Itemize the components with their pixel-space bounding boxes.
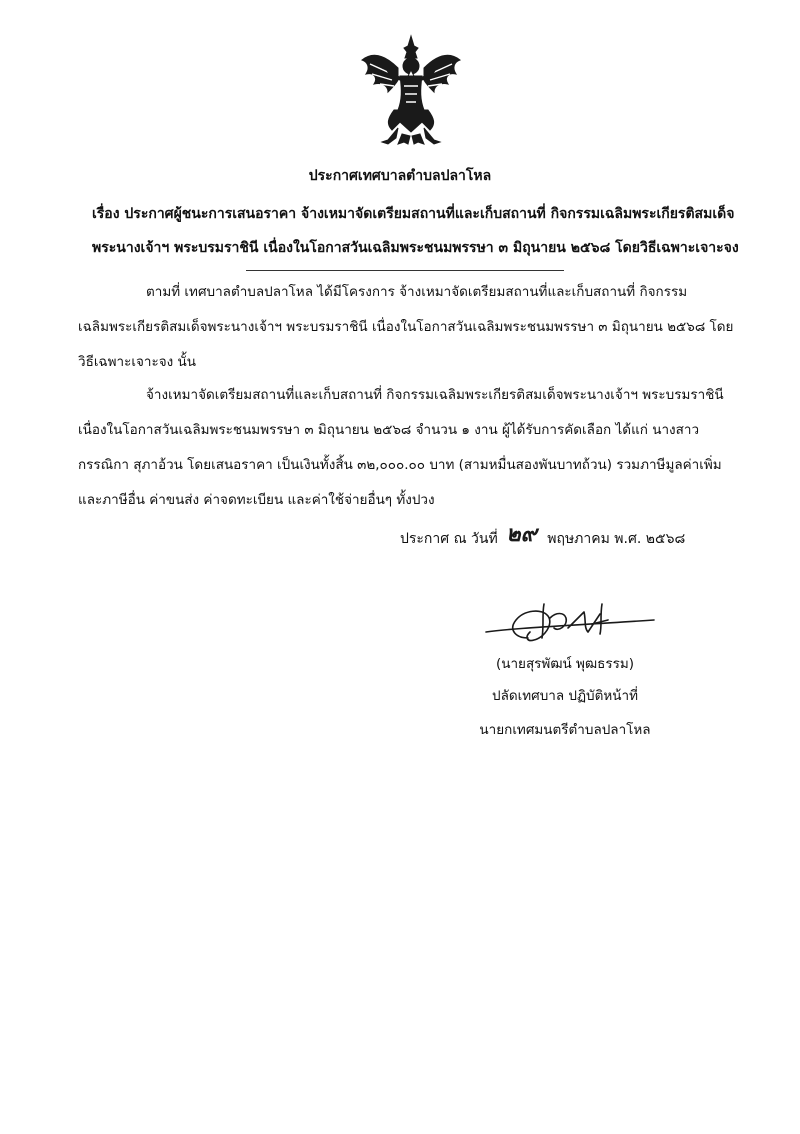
body-paragraph-2 xyxy=(78,378,728,518)
announcement-title: ประกาศเทศบาลตำบลปลาโหล xyxy=(308,168,492,184)
announcement-subject xyxy=(92,197,739,265)
paragraph-line: กรรณิกา สุภาอ้วน โดยเสนอราคา เป็นเงินทั้งสิ้น ๓๒,๐๐๐.๐๐ บาท (สามหมื่นสองพันบาทถ้วน) รวมภาษีมูลค่าเพิ่ม xyxy=(78,457,722,473)
paragraph-line: ตามที่ เทศบาลตำบลปลาโหล ได้มีโครงการ จ้างเหมาจัดเตรียมสถานที่และเก็บสถานที่ กิจกรรม xyxy=(146,284,688,300)
paragraph-line: และภาษีอื่น ค่าขนส่ง ค่าจดทะเบียน และค่าใช้จ่ายอื่นๆ ทั้งปวง xyxy=(78,492,435,508)
subject-line-1: เรื่อง ประกาศผู้ชนะการเสนอราคา จ้างเหมาจัดเตรียมสถานที่และเก็บสถานที่ กิจกรรมเฉลิมพระเกียรติสมเด็จ xyxy=(92,206,735,222)
date-prefix: ประกาศ ณ วันที่ xyxy=(400,531,498,547)
announcement-date xyxy=(400,521,686,551)
paragraph-line: วิธีเฉพาะเจาะจง นั้น xyxy=(78,354,196,370)
handwritten-signature-icon xyxy=(484,598,656,652)
signatory-name: (นายสุรพัฒน์ พุฒธรรม) xyxy=(495,656,635,672)
garuda-emblem-icon xyxy=(358,34,464,146)
signatory-position-2: นายกเทศมนตรีตำบลปลาโหล xyxy=(479,722,651,738)
header-divider xyxy=(246,270,564,271)
subject-line-2: พระนางเจ้าฯ พระบรมราชินี เนื่องในโอกาสวันเฉลิมพระชนมพรรษา ๓ มิถุนายน ๒๕๖๘ โดยวิธีเฉพาะเจาะจง xyxy=(92,240,739,256)
paragraph-line: เฉลิมพระเกียรติสมเด็จพระนางเจ้าฯ พระบรมราชินี เนื่องในโอกาสวันเฉลิมพระชนมพรรษา ๓ มิถุนายน ๒๕๖๘ โดย xyxy=(78,319,734,335)
signatory-position-1: ปลัดเทศบาล ปฏิบัติหน้าที่ xyxy=(492,688,638,704)
body-paragraph-1 xyxy=(78,275,734,380)
date-suffix: พฤษภาคม พ.ศ. ๒๕๖๘ xyxy=(547,531,686,547)
date-day-handwritten: ๒๙ xyxy=(506,521,537,547)
paragraph-line: จ้างเหมาจัดเตรียมสถานที่และเก็บสถานที่ กิจกรรมเฉลิมพระเกียรติสมเด็จพระนางเจ้าฯ พระบรมราชินี xyxy=(146,387,724,403)
paragraph-line: เนื่องในโอกาสวันเฉลิมพระชนมพรรษา ๓ มิถุนายน ๒๕๖๘ จำนวน ๑ งาน ผู้ได้รับการคัดเลือก ได้แก่ นางสาว xyxy=(78,422,700,438)
